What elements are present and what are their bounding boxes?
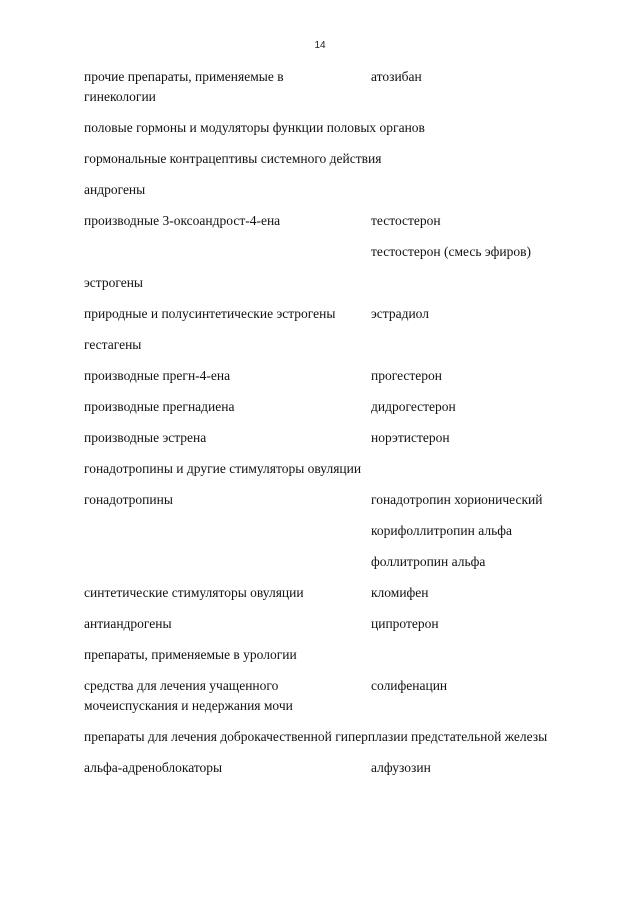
category-label: средства для лечения учащенного мочеиспускания и недержания мочи: [84, 678, 293, 713]
drug-name: прогестерон: [371, 368, 443, 383]
category-label: гестагены: [84, 337, 142, 352]
table-row: [84, 366, 584, 386]
table-row: [84, 758, 584, 778]
table-row: [84, 211, 584, 231]
category-label: препараты, применяемые в урологии: [84, 647, 297, 662]
category-label: половые гормоны и модуляторы функции половых органов: [84, 120, 425, 135]
category-label: прочие препараты, применяемые в гинекологии: [84, 69, 284, 104]
category-label: производные прегн-4-ена: [84, 368, 231, 383]
category-label: эстрогены: [84, 275, 143, 290]
document-table: [84, 67, 584, 789]
table-row: [84, 304, 584, 324]
drug-name: гонадотропин хорионический: [371, 492, 543, 507]
table-row: [84, 118, 584, 138]
drug-name: атозибан: [371, 69, 422, 84]
table-row: [84, 521, 584, 541]
table-row: [84, 180, 584, 200]
table-row: [84, 335, 584, 355]
table-row: [84, 428, 584, 448]
table-row: [84, 583, 584, 603]
drug-name: корифоллитропин альфа: [371, 523, 512, 538]
page-number: 14: [314, 40, 326, 51]
category-label: гормональные контрацептивы системного действия: [84, 151, 382, 166]
drug-name: кломифен: [371, 585, 429, 600]
category-label: андрогены: [84, 182, 146, 197]
table-row: [84, 645, 584, 665]
drug-name: алфузозин: [371, 760, 431, 775]
table-row: [84, 67, 584, 107]
table-row: [84, 552, 584, 572]
category-label: препараты для лечения доброкачественной гиперплазии предстательной железы: [84, 729, 548, 744]
drug-name: тестостерон: [371, 213, 441, 228]
drug-name: ципротерон: [371, 616, 439, 631]
drug-name: норэтистерон: [371, 430, 450, 445]
table-row: [84, 727, 584, 747]
table-row: [84, 676, 584, 716]
category-label: производные прегнадиена: [84, 399, 235, 414]
table-row: [84, 459, 584, 479]
table-row: [84, 397, 584, 417]
table-row: [84, 273, 584, 293]
drug-name: эстрадиол: [371, 306, 429, 321]
category-label: антиандрогены: [84, 616, 172, 631]
table-row: [84, 614, 584, 634]
category-label: производные 3-оксоандрост-4-ена: [84, 213, 281, 228]
category-label: производные эстрена: [84, 430, 207, 445]
category-label: альфа-адреноблокаторы: [84, 760, 223, 775]
category-label: гонадотропины и другие стимуляторы овуляции: [84, 461, 362, 476]
table-row: [84, 242, 584, 262]
category-label: природные и полусинтетические эстрогены: [84, 306, 336, 321]
table-row: [84, 149, 584, 169]
category-label: синтетические стимуляторы овуляции: [84, 585, 304, 600]
drug-name: дидрогестерон: [371, 399, 456, 414]
table-row: [84, 490, 584, 510]
drug-name: тестостерон (смесь эфиров): [371, 244, 531, 259]
drug-name: фоллитропин альфа: [371, 554, 486, 569]
drug-name: солифенацин: [371, 678, 448, 693]
category-label: гонадотропины: [84, 492, 173, 507]
